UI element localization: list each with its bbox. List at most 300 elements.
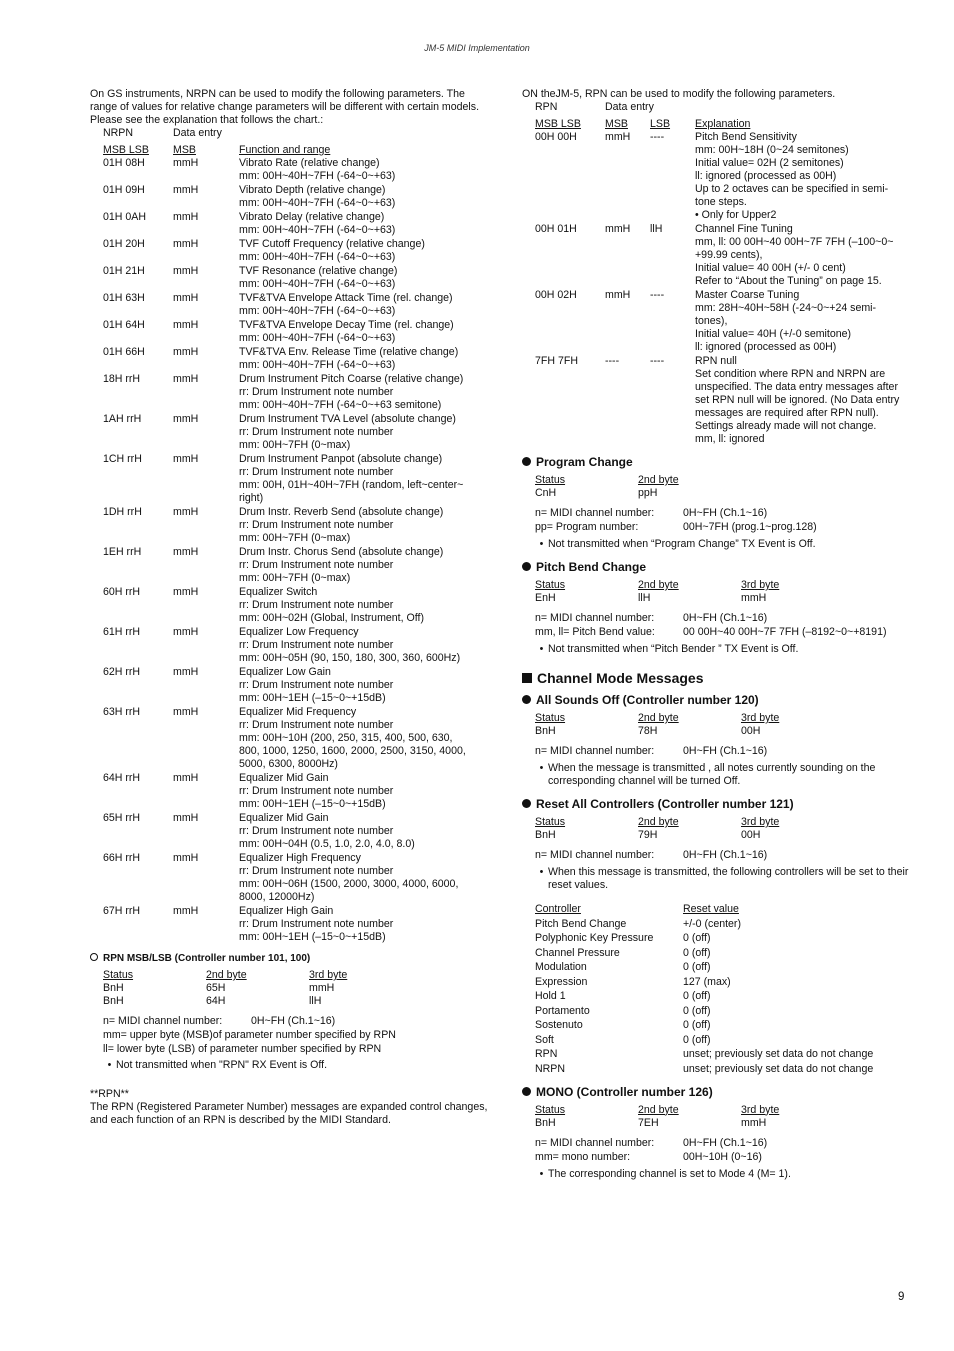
explanation-cell (695, 223, 917, 288)
col-2nd-byte: 2nd byte (638, 1103, 679, 1116)
controller-name: Expression (535, 975, 588, 988)
col-reset-value: Reset value (683, 903, 739, 915)
function-line: mm: 00H~40H~7FH (-64~0~+63) (239, 251, 396, 263)
msb-lsb-cell: 01H 21H (103, 265, 145, 277)
reset-value: 0 (off) (683, 1033, 711, 1046)
circle-bullet-icon (90, 953, 98, 961)
table-row (90, 772, 490, 811)
function-cell (239, 292, 490, 318)
note-key: n= MIDI channel number: (535, 745, 655, 757)
data-entry-label: Data entry (173, 127, 222, 139)
col-2nd-byte: 2nd byte (638, 816, 679, 828)
lsb-cell: ---- (650, 289, 665, 301)
function-line: mm: 00H~02H (Global, Instrument, Off) (239, 612, 424, 624)
msb-lsb-cell: 62H rrH (103, 666, 141, 678)
function-line: 800, 1000, 1250, 1600, 2000, 2500, 3150, 4000, (239, 745, 466, 757)
msb-lsb-cell: 65H rrH (103, 812, 141, 824)
msb-cell: ---- (605, 355, 620, 367)
all-sounds-off-heading (522, 693, 917, 708)
function-line: Equalizer Mid Frequency (239, 706, 357, 718)
explanation-line: messages are required after RPN null). (695, 407, 879, 419)
nrpn-table (90, 157, 490, 944)
function-line: Drum Instr. Reverb Send (absolute change) (239, 506, 444, 518)
function-line: Equalizer Low Gain (239, 666, 331, 678)
note-key: n= MIDI channel number: (535, 612, 655, 624)
rpn-msb-lsb-heading (90, 952, 490, 965)
msb-cell: mmH (173, 319, 199, 331)
reset-value: 127 (max) (683, 975, 731, 988)
right-column (522, 88, 917, 1181)
table-row (522, 355, 917, 446)
col-3rd-byte: 3rd byte (741, 579, 780, 591)
note-row (535, 612, 917, 625)
list-item (535, 1034, 917, 1047)
col-2nd-byte: 2nd byte (638, 712, 679, 724)
cell: 65H (206, 982, 226, 994)
col-status: Status (535, 579, 566, 591)
cell: BnH (103, 982, 124, 994)
status-header (535, 712, 917, 725)
function-line: Drum Instr. Chorus Send (absolute change) (239, 546, 444, 558)
function-cell (239, 211, 490, 237)
note-value: 00 00H~40 00H~7F 7FH (–8192~0~+8191) (683, 626, 887, 638)
explanation-cell (695, 355, 917, 446)
col-msb: MSB (605, 118, 628, 130)
section-title: Reset All Controllers (Controller number 121) (536, 797, 794, 811)
reset-all-controllers-heading (522, 797, 917, 812)
table-row (90, 184, 490, 210)
explanation-line: unspecified. The data entry messages after (695, 381, 898, 393)
col-status: Status (535, 712, 566, 724)
section-title: Program Change (536, 455, 633, 469)
note-key: n= MIDI channel number: (535, 849, 655, 861)
function-line: Equalizer Low Frequency (239, 626, 359, 638)
bullet-note: • Not transmitted when "RPN" RX Event is Off. (103, 1059, 490, 1072)
reset-value: 0 (off) (683, 961, 711, 973)
msb-cell: mmH (173, 453, 199, 465)
cell: BnH (535, 829, 556, 841)
function-line: 8000, 12000Hz) (239, 891, 315, 903)
list-item (535, 932, 917, 945)
msb-cell: mmH (605, 223, 631, 235)
note-row (535, 849, 917, 862)
msb-lsb-cell: 64H rrH (103, 772, 141, 784)
function-cell (239, 812, 490, 851)
msb-lsb-cell: 1CH rrH (103, 453, 142, 465)
table-row (103, 995, 490, 1008)
list-item (535, 961, 917, 974)
controller-name: Polyphonic Key Pressure (535, 932, 654, 944)
lsb-cell: llH (650, 223, 663, 235)
cell: 64H (206, 995, 226, 1007)
cell: 78H (638, 725, 658, 737)
msb-lsb-cell: 18H rrH (103, 373, 141, 385)
explanation-line: set RPN null will be ignored. (No Data entry (695, 394, 900, 406)
controller-name: Channel Pressure (535, 946, 620, 959)
table-row (90, 319, 490, 345)
msb-lsb-cell: 66H rrH (103, 852, 141, 864)
function-line: rr: Drum Instrument note number (239, 679, 394, 691)
msb-cell: mmH (173, 292, 199, 304)
explanation-line: Initial value= 02H (2 semitones) (695, 157, 844, 169)
cell: BnH (535, 1116, 556, 1129)
reset-value: 0 (off) (683, 932, 711, 944)
msb-lsb-cell: 00H 00H (535, 131, 577, 143)
function-line: rr: Drum Instrument note number (239, 719, 394, 731)
function-line: TVF&TVA Envelope Attack Time (rel. change) (239, 292, 453, 304)
table-row (535, 1117, 917, 1130)
col-status: Status (535, 816, 566, 828)
table-row (103, 982, 490, 995)
function-line: right) (239, 492, 264, 504)
explanation-line: tone steps. (695, 196, 747, 208)
col-status: Status (535, 474, 566, 486)
reset-value: 0 (off) (683, 1004, 711, 1017)
chapter-title: Channel Mode Messages (537, 670, 704, 686)
msb-cell: mmH (173, 706, 199, 718)
msb-cell: mmH (605, 289, 631, 301)
function-line: mm: 00H~1EH (–15~0~+15dB) (239, 931, 386, 943)
explanation-line: Refer to “About the Tuning” on page 15. (695, 275, 882, 287)
cell: llH (638, 592, 651, 604)
function-line: rr: Drum Instrument note number (239, 825, 394, 837)
note-row (535, 521, 917, 534)
function-line: mm: 00H~05H (90, 150, 180, 300, 360, 600Hz) (239, 652, 461, 664)
cell: BnH (103, 995, 124, 1007)
bullet-text: Not transmitted when “Program Change” TX Event is Off. (548, 538, 816, 550)
function-line: Equalizer Switch (239, 586, 318, 598)
function-line: mm: 00H, 01H~40H~7FH (random, left~center~ (239, 479, 464, 491)
bullet-note: • Not transmitted when “Program Change” TX Event is Off. (535, 538, 917, 551)
bullet-text: Not transmitted when "RPN" RX Event is Off. (116, 1059, 328, 1071)
section-title: Pitch Bend Change (536, 560, 647, 574)
note-line: mm= upper byte (MSB)of parameter number specified by RPN (103, 1029, 396, 1041)
table-row (535, 592, 917, 605)
note-key: n= MIDI channel number: (103, 1015, 223, 1027)
msb-cell: mmH (173, 184, 199, 196)
explanation-line: mm, ll: 00 00H~40 00H~7F 7FH (–100~0~ (695, 236, 894, 248)
explanation-line: ll: ignored (processed as 00H) (695, 341, 837, 353)
msb-lsb-cell: 01H 64H (103, 319, 145, 331)
function-cell (239, 546, 490, 585)
msb-lsb-cell: 60H rrH (103, 586, 141, 598)
cell: 00H (741, 725, 761, 737)
page-number: 9 (898, 1291, 905, 1303)
table-row (90, 211, 490, 237)
function-cell (239, 586, 490, 625)
table-row (90, 373, 490, 412)
col-2nd-byte: 2nd byte (206, 969, 247, 981)
col-msb: MSB (173, 144, 196, 156)
msb-lsb-cell: 1DH rrH (103, 506, 142, 518)
controller-name: NRPN (535, 1062, 566, 1075)
cell: EnH (535, 592, 556, 604)
table-row (90, 157, 490, 183)
function-line: rr: Drum Instrument note number (239, 918, 394, 930)
list-item (535, 1063, 917, 1076)
msb-lsb-cell: 61H rrH (103, 626, 141, 638)
table-row (90, 238, 490, 264)
left-column (90, 88, 490, 1127)
table-row (90, 453, 490, 505)
function-line: TVF&TVA Env. Release Time (relative change) (239, 346, 459, 358)
note-key: n= MIDI channel number: (535, 1136, 655, 1149)
function-cell (239, 453, 490, 505)
reset-value: unset; previously set data do not change (683, 1062, 874, 1075)
function-cell (239, 373, 490, 412)
msb-lsb-cell: 01H 63H (103, 292, 145, 304)
msb-cell: mmH (173, 852, 199, 864)
msb-cell: mmH (173, 157, 199, 169)
function-line: TVF&TVA Envelope Decay Time (rel. change) (239, 319, 454, 331)
msb-cell: mmH (173, 506, 199, 518)
col-3rd-byte: 3rd byte (741, 712, 780, 724)
rpn-label-row (522, 101, 917, 114)
bullet-text: When the message is transmitted , all notes currently sounding on the corresponding channel will be turned Off. (548, 762, 876, 787)
cell: 00H (741, 829, 761, 841)
cell: mmH (741, 592, 767, 604)
function-line: 5000, 6300, 8000Hz) (239, 758, 338, 770)
msb-cell: mmH (173, 211, 199, 223)
function-cell (239, 772, 490, 811)
bullet-note: • Not transmitted when “Pitch Bender ” TX Event is Off. (535, 643, 917, 656)
explanation-cell (695, 289, 917, 354)
note-value: 0H~FH (Ch.1~16) (251, 1015, 336, 1027)
function-line: mm: 00H~10H (200, 250, 315, 400, 500, 630, (239, 732, 453, 744)
pitch-bend-heading (522, 560, 917, 575)
explanation-line: Initial value= 40H (+/-0 semitone) (695, 328, 852, 340)
function-line: Drum Instrument Panpot (absolute change) (239, 453, 443, 465)
function-cell (239, 157, 490, 183)
status-header (535, 579, 917, 592)
section-title: MONO (Controller number 126) (536, 1084, 713, 1099)
function-line: mm: 00H~06H (1500, 2000, 3000, 4000, 6000, (239, 878, 459, 890)
col-3rd-byte: 3rd byte (309, 969, 348, 981)
note-key: mm= mono number: (535, 1150, 631, 1163)
status-header (535, 1104, 917, 1117)
col-2nd-byte: 2nd byte (638, 474, 679, 486)
msb-lsb-cell: 01H 09H (103, 184, 145, 196)
note-value: 0H~FH (Ch.1~16) (683, 612, 768, 624)
bullet-text: The corresponding channel is set to Mode 4 (M= 1). (548, 1167, 791, 1180)
explanation-cell (695, 131, 917, 222)
table-row (535, 829, 917, 842)
channel-mode-heading (522, 670, 917, 687)
msb-cell: mmH (173, 626, 199, 638)
col-controller: Controller (535, 903, 581, 915)
table-row (522, 289, 917, 354)
table-row (90, 546, 490, 585)
nrpn-label: NRPN (103, 127, 134, 139)
nrpn-label-row (90, 127, 490, 140)
function-line: mm: 00H~40H~7FH (-64~0~+63 semitone) (239, 399, 442, 411)
explanation-line: Initial value= 40 00H (+/- 0 cent) (695, 262, 846, 274)
function-cell (239, 346, 490, 372)
rpn-intro: ON theJM-5, RPN can be used to modify the following parameters. (522, 88, 836, 100)
controller-name: RPN (535, 1048, 558, 1060)
bullet-dot-icon (522, 695, 531, 704)
status-header (535, 474, 917, 487)
controller-table (535, 918, 917, 1076)
table-row (90, 812, 490, 851)
table-row (90, 346, 490, 372)
lsb-cell: ---- (650, 355, 665, 367)
rpn-msb-lsb-title: RPN MSB/LSB (Controller number 101, 100) (103, 953, 311, 964)
controller-name: Hold 1 (535, 990, 566, 1002)
cell: mmH (741, 1116, 767, 1129)
msb-cell: mmH (173, 346, 199, 358)
function-cell (239, 905, 490, 944)
function-line: rr: Drum Instrument note number (239, 466, 394, 478)
cell: llH (309, 995, 322, 1007)
bullet-dot-icon (522, 1087, 531, 1096)
msb-lsb-cell: 01H 66H (103, 346, 145, 358)
section-title: All Sounds Off (Controller number 120) (536, 693, 759, 707)
table-row (522, 131, 917, 222)
msb-cell: mmH (173, 905, 199, 917)
function-cell (239, 626, 490, 665)
msb-lsb-cell: 01H 0AH (103, 211, 146, 223)
controller-header (535, 903, 917, 916)
col-msb-lsb: MSB LSB (535, 118, 581, 130)
table-row (535, 487, 917, 500)
msb-cell: mmH (173, 586, 199, 598)
function-line: Drum Instrument TVA Level (absolute change) (239, 413, 456, 425)
explanation-line: Master Coarse Tuning (695, 289, 800, 301)
table-row (522, 223, 917, 288)
function-line: Vibrato Depth (relative change) (239, 184, 386, 196)
running-header: JM-5 MIDI Implementation (424, 43, 530, 53)
explanation-line: Set condition where RPN and NRPN are (695, 368, 886, 380)
col-lsb: LSB (650, 118, 671, 130)
note-value: 00H~10H (0~16) (683, 1150, 762, 1163)
explanation-line: mm: 28H~40H~58H (-24~0~+24 semi- (695, 302, 877, 314)
cell: ppH (638, 487, 658, 499)
msb-lsb-cell: 00H 02H (535, 289, 577, 301)
rpn-status-header (103, 969, 490, 982)
note-key: mm, ll= Pitch Bend value: (535, 626, 655, 638)
function-line: TVF Cutoff Frequency (relative change) (239, 238, 425, 250)
note-row (535, 626, 917, 639)
reset-value: 0 (off) (683, 1019, 711, 1031)
function-line: mm: 00H~40H~7FH (-64~0~+63) (239, 224, 396, 236)
msb-cell: mmH (173, 772, 199, 784)
explanation-line: ll: ignored (processed as 00H) (695, 170, 837, 182)
lsb-cell: ---- (650, 131, 665, 143)
note-row (535, 1137, 917, 1150)
msb-lsb-cell: 1EH rrH (103, 546, 142, 558)
controller-name: Soft (535, 1033, 554, 1046)
function-line: mm: 00H~7FH (0~max) (239, 532, 351, 544)
table-row (90, 706, 490, 771)
mono-heading (522, 1085, 917, 1100)
function-cell (239, 319, 490, 345)
data-entry-label: Data entry (605, 101, 654, 113)
function-line: rr: Drum Instrument note number (239, 519, 394, 531)
reset-value: +/-0 (center) (683, 917, 741, 930)
note-row (103, 1015, 490, 1028)
explanation-line: Pitch Bend Sensitivity (695, 131, 797, 143)
col-3rd-byte: 3rd byte (741, 816, 780, 828)
function-line: Vibrato Rate (relative change) (239, 157, 380, 169)
function-cell (239, 265, 490, 291)
bullet-text: Not transmitted when “Pitch Bender ” TX Event is Off. (548, 643, 799, 655)
rpn-description: The RPN (Registered Parameter Number) messages are expanded control changes, and each function of an RPN is described by the MIDI Standard. (90, 1101, 488, 1126)
list-item (535, 918, 917, 931)
controller-name: Pitch Bend Change (535, 917, 627, 930)
col-3rd-byte: 3rd byte (741, 1103, 780, 1116)
function-line: Equalizer Mid Gain (239, 772, 329, 784)
function-line: mm: 00H~40H~7FH (-64~0~+63) (239, 305, 396, 317)
msb-cell: mmH (173, 265, 199, 277)
square-bullet-icon (522, 673, 532, 683)
list-item (535, 976, 917, 989)
table-row (90, 666, 490, 705)
function-line: Drum Instrument Pitch Coarse (relative change) (239, 373, 464, 385)
controller-name: Sostenuto (535, 1019, 583, 1031)
col-function: Function and range (239, 144, 331, 156)
explanation-line: • Only for Upper2 (695, 209, 777, 221)
note-value: 0H~FH (Ch.1~16) (683, 507, 768, 519)
note-row (535, 745, 917, 758)
function-cell (239, 666, 490, 705)
bullet-note: • When this message is transmitted, the following controllers will be set to their reset values. (535, 866, 917, 892)
function-line: rr: Drum Instrument note number (239, 559, 394, 571)
note-value: 00H~7FH (prog.1~prog.128) (683, 521, 817, 533)
function-line: mm: 00H~40H~7FH (-64~0~+63) (239, 332, 396, 344)
cell: CnH (535, 487, 557, 499)
bullet-dot-icon (522, 799, 531, 808)
col-status: Status (535, 1103, 566, 1116)
program-change-heading (522, 455, 917, 470)
list-item (535, 990, 917, 1003)
col-status: Status (103, 969, 134, 981)
function-line: rr: Drum Instrument note number (239, 386, 394, 398)
col-msb-lsb: MSB LSB (103, 144, 149, 156)
function-line: mm: 00H~04H (0.5, 1.0, 2.0, 4.0, 8.0) (239, 838, 415, 850)
msb-cell: mmH (173, 666, 199, 678)
note-key: n= MIDI channel number: (535, 507, 655, 519)
bullet-note: • The corresponding channel is set to Mode 4 (M= 1). (535, 1168, 917, 1181)
function-cell (239, 184, 490, 210)
msb-cell: mmH (173, 546, 199, 558)
list-item (535, 947, 917, 960)
function-line: rr: Drum Instrument note number (239, 639, 394, 651)
table-row (90, 292, 490, 318)
msb-lsb-cell: 00H 01H (535, 223, 577, 235)
msb-cell: mmH (605, 131, 631, 143)
col-explanation: Explanation (695, 118, 751, 130)
controller-name: Portamento (535, 1004, 590, 1017)
function-line: rr: Drum Instrument note number (239, 865, 394, 877)
function-line: mm: 00H~40H~7FH (-64~0~+63) (239, 359, 396, 371)
note-key: pp= Program number: (535, 521, 639, 533)
note-line: ll= lower byte (LSB) of parameter number specified by RPN (103, 1043, 382, 1055)
bullet-dot-icon (522, 457, 531, 466)
function-line: rr: Drum Instrument note number (239, 426, 394, 438)
function-cell (239, 238, 490, 264)
function-line: rr: Drum Instrument note number (239, 599, 394, 611)
list-item (535, 1005, 917, 1018)
function-cell (239, 413, 490, 452)
explanation-line: mm, ll: ignored (695, 433, 765, 445)
function-line: mm: 00H~1EH (–15~0~+15dB) (239, 798, 386, 810)
note-row (535, 1151, 917, 1164)
function-line: rr: Drum Instrument note number (239, 785, 394, 797)
table-row (90, 586, 490, 625)
note-value: 0H~FH (Ch.1~16) (683, 745, 768, 757)
msb-cell: mmH (173, 413, 199, 425)
